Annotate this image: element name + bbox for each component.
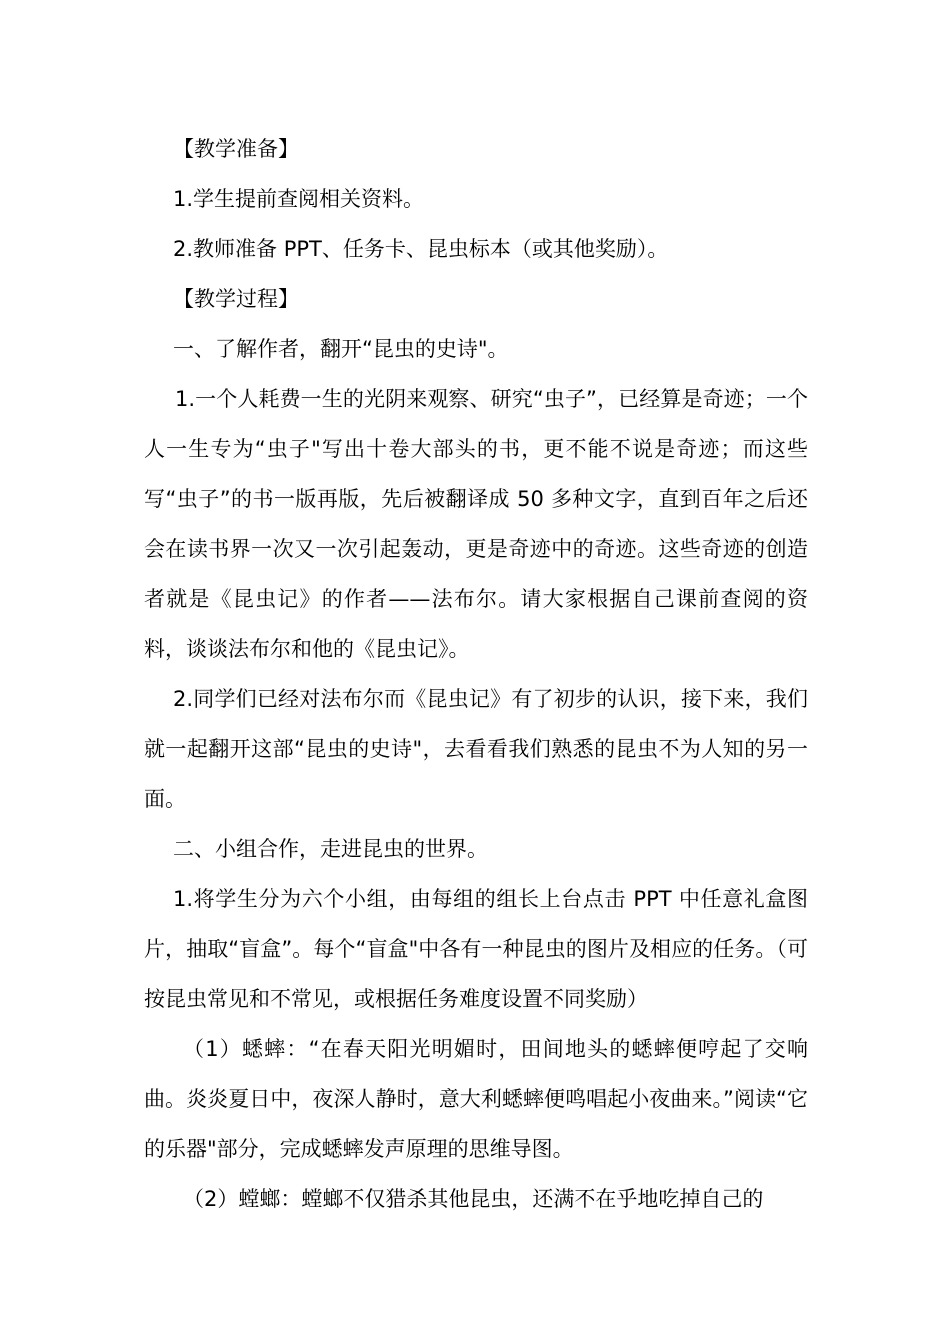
part2-title: 二、小组合作，走进昆虫的世界。 xyxy=(173,837,488,861)
heading-teaching-preparation: 【教学准备】 xyxy=(173,137,299,161)
preparation-item-1: 1.学生提前查阅相关资料。 xyxy=(173,187,425,211)
heading-teaching-process: 【教学过程】 xyxy=(173,287,299,311)
part2-item-cricket: （1）蟋蟀：“在春天阳光明媚时，田间地头的蟋蟀便哼起了交响曲。炎炎夏日中，夜深人静时，意大利蟋蟀便鸣唱起小夜曲来。”阅读“它的乐器"部分，完成蟋蟀发声原理的思维导图。 xyxy=(144,1037,808,1161)
part1-title: 一、了解作者，翻开“昆虫的史诗"。 xyxy=(173,337,509,361)
part2-paragraph-1: 1.将学生分为六个小组，由每组的组长上台点击 PPT 中任意礼盒图片，抽取“盲盒”。每个“盲盒"中各有一种昆虫的图片及相应的任务。（可按昆虫常见和不常见，或根据任务难度设置不同奖励） xyxy=(144,887,808,1011)
part1-paragraph-1: 1.一个人耗费一生的光阴来观察、研究“虫子”，已经算是奇迹；一个人一生专为“虫子"写出十卷大部头的书，更不能不说是奇迹；而这些写“虫子”的书一版再版，先后被翻译成 50 多种文字，直到百年之后还会在读书界一次又一次引起轰动，更是奇迹中的奇迹。这些奇迹的创造者就是《昆虫记》的作者——法布尔。请大家根据自己课前查阅的资料，谈谈法布尔和他的《昆虫记》。 xyxy=(144,387,808,661)
part1-paragraph-2: 2.同学们已经对法布尔而《昆虫记》有了初步的认识，接下来，我们就一起翻开这部“昆虫的史诗"，去看看我们熟悉的昆虫不为人知的另一面。 xyxy=(144,687,808,811)
part2-item-mantis: （2）螳螂：螳螂不仅猎杀其他昆虫，还满不在乎地吃掉自己的 xyxy=(183,1187,764,1211)
preparation-item-2: 2.教师准备 PPT、任务卡、昆虫标本（或其他奖励）。 xyxy=(173,237,669,261)
